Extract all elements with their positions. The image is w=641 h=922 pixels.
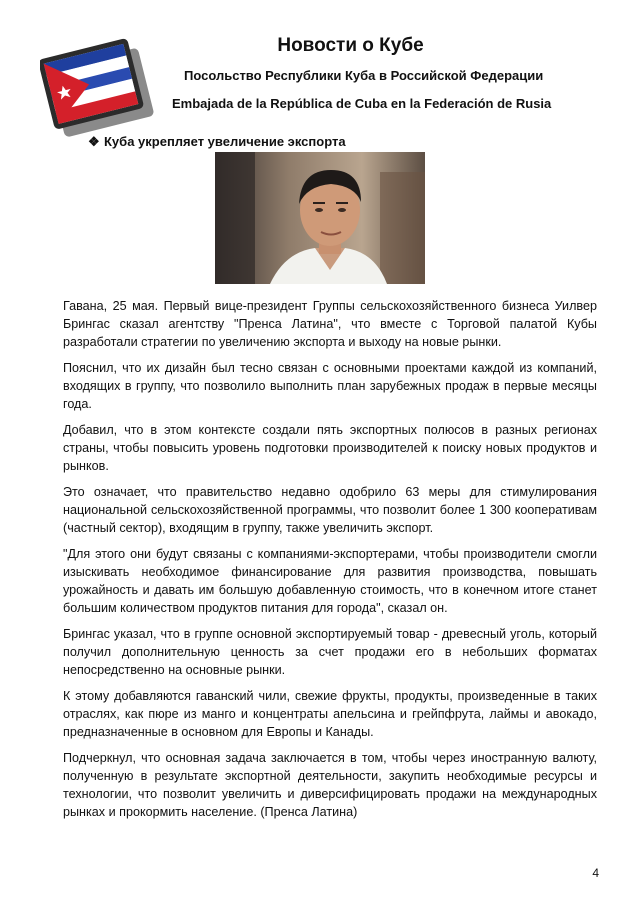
- article-heading-text: Куба укрепляет увеличение экспорта: [104, 134, 346, 149]
- article-heading: [88, 134, 346, 150]
- embassy-name-spanish: Embajada de la República de Cuba en la Federación de Rusia: [172, 96, 552, 111]
- article-paragraph: К этому добавляются гаванский чили, свежие фрукты, продукты, произведенные в таких отраслях, как пюре из манго и концентраты апельсина и грейпфрута, лаймы и авокадо, предназначенные в основном для Европы и Канады.: [63, 689, 597, 739]
- article-paragraph: Это означает, что правительство недавно одобрило 63 меры для стимулирования национальной сельскохозяйственной программы, что позволит более 1 300 кооперативам (частный сектор), входящим в группу, также увеличить экспорт.: [63, 485, 597, 535]
- diamond-bullet-icon: ❖: [88, 134, 100, 149]
- article-photo: [215, 152, 425, 284]
- page-title: Новости о Кубе: [277, 35, 424, 56]
- article-paragraph: "Для этого они будут связаны с компаниями-экспортерами, чтобы производители смогли изыскивать необходимое финансирование для развития производства, повышать урожайность и давать им большую добавленную стоимость, что в конечном итоге станет большим количеством продуктов питания для города", сказал он.: [63, 547, 597, 615]
- article-paragraph: Гавана, 25 мая. Первый вице-президент Группы сельскохозяйственного бизнеса Уилвер Брингас сказал агентству "Пренса Латина", что вместе с Торговой палатой Кубы разработали стратегии по увеличению экспорта и выходу на новые рынки.: [63, 299, 597, 349]
- article-paragraph: Брингас указал, что в группе основной экспортируемый товар - древесный уголь, который получил дополнительную ценность за счет продажи его в небольших форматах непосредственно на основные рынки.: [63, 627, 597, 677]
- page-number: 4: [592, 866, 599, 880]
- article-paragraph: Пояснил, что их дизайн был тесно связан с основными проектами каждой из компаний, входящих в группу, что позволило выполнить план зарубежных продаж в первые месяцы года.: [63, 361, 597, 411]
- embassy-name-russian: Посольство Республики Куба в Российской Федерации: [184, 68, 544, 83]
- article-body: [63, 297, 597, 829]
- article-paragraph: Добавил, что в этом контексте создали пять экспортных полюсов в разных регионах страны, чтобы повысить уровень подготовки производителей к поиску новых продуктов и рынков.: [63, 423, 597, 473]
- article-paragraph: Подчеркнул, что основная задача заключается в том, чтобы через иностранную валюту, полученную в результате экспортной деятельности, закупить необходимые ресурсы и технологии, что позволит увеличить и диверсифицировать продажи на международных рынках и прокормить население. (Пренса Латина): [63, 751, 597, 819]
